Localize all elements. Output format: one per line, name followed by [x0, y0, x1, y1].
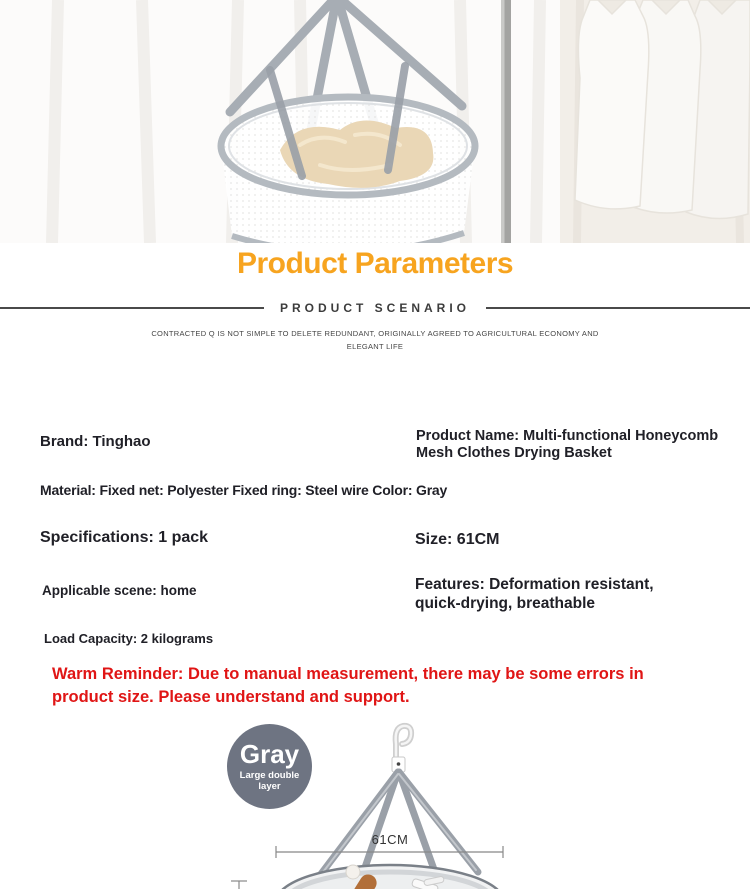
basket-rim [276, 865, 504, 889]
warm-reminder-line2: product size. Please understand and support. [52, 688, 410, 706]
param-load-capacity: Load Capacity: 2 kilograms [44, 631, 214, 646]
variant-badge-subtitle-line2: layer [258, 781, 281, 792]
divider-line-right [486, 307, 750, 309]
param-features-line1: Features: Deformation resistant, [415, 576, 654, 593]
size-diagram [200, 714, 550, 889]
hero-photo-graphic [0, 0, 750, 243]
warm-reminder-line1: Warm Reminder: Due to manual measurement, there may be some errors in [52, 665, 644, 683]
variant-badge-title: Gray [239, 739, 300, 769]
height-dimension-line [231, 881, 247, 889]
scenario-subtext-line1: CONTRACTED Q IS NOT SIMPLE TO DELETE REDUNDANT, ORIGINALLY AGREED TO AGRICULTURAL ECONOMY AND [151, 329, 599, 338]
param-product-name-line1: Product Name: Multi-functional Honeycomb [416, 428, 719, 444]
param-specifications: Specifications: 1 pack [40, 529, 209, 546]
variant-badge-subtitle-line1: Large double [239, 770, 300, 781]
divider-line-left [0, 307, 264, 309]
param-size: Size: 61CM [415, 531, 500, 548]
clothes-rail-pole [501, 0, 511, 243]
param-product-name [416, 428, 746, 462]
param-brand: Brand: Tinghao [40, 433, 151, 450]
param-features-line2: quick-drying, breathable [415, 595, 596, 612]
scenario-heading: PRODUCT SCENARIO [280, 301, 471, 315]
hanging-hook-icon [392, 726, 411, 772]
scenario-subtext [0, 327, 750, 353]
param-applicable-scene: Applicable scene: home [42, 583, 197, 598]
param-features [415, 575, 715, 613]
scenario-subtext-line2: ELEGANT LIFE [346, 342, 404, 351]
page-title: Product Parameters [236, 247, 514, 280]
scenario-divider [0, 301, 750, 315]
hanging-shirts [575, 0, 750, 219]
warm-reminder [52, 663, 732, 709]
param-product-name-line2: Mesh Clothes Drying Basket [416, 445, 612, 461]
product-hero-photo [0, 0, 750, 243]
param-material: Material: Fixed net: Polyester Fixed ring: Steel wire Color: Gray [40, 482, 448, 498]
width-dimension-label: 61CM [371, 832, 409, 847]
size-diagram-graphic [200, 714, 550, 889]
